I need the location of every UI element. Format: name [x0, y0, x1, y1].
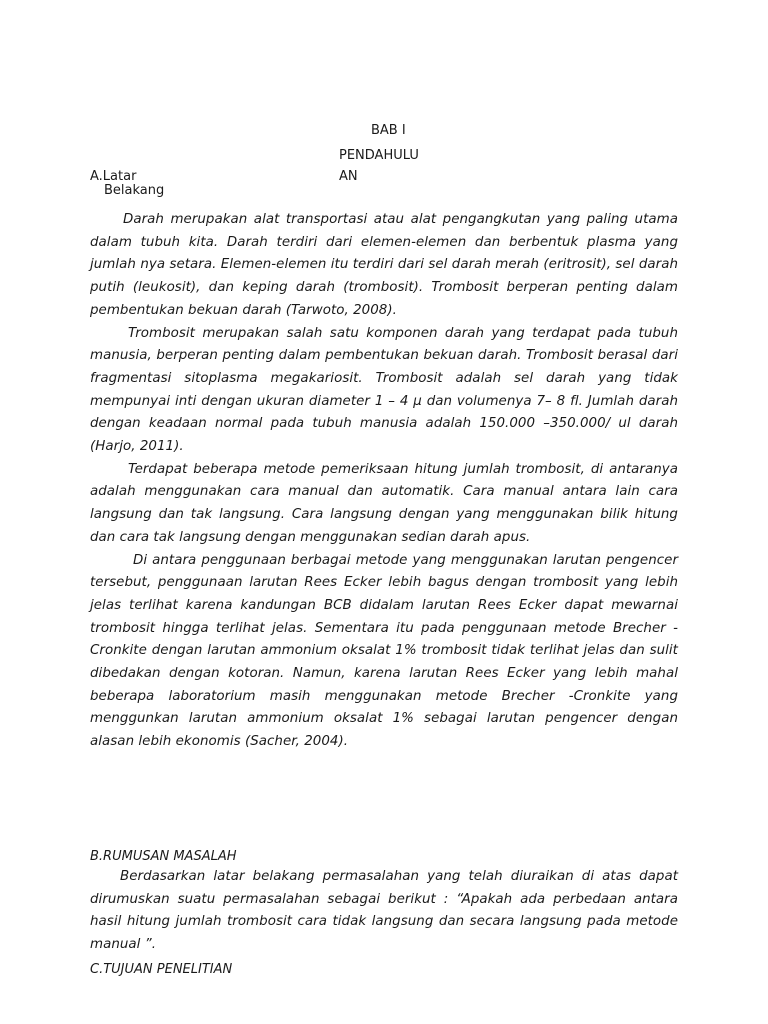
section-a-heading-part1: A.Latar: [90, 169, 137, 184]
section-b-heading: B.RUMUSAN MASALAH: [90, 849, 237, 864]
section-c-heading: C.TUJUAN PENELITIAN: [90, 962, 233, 977]
section-b-body: [90, 866, 678, 957]
chapter-title-part1: PENDAHULU: [339, 148, 419, 163]
chapter-title-part2: AN: [339, 169, 358, 184]
paragraph: Berdasarkan latar belakang permasalahan yang telah diuraikan di atas dapat dirumuskan suatu permasalahan sebagai berikut : “Apakah ada perbedaan antara hasil hitung jumlah trombosit cara tidak langsung dan secara langsung pada metode manual ”.: [90, 869, 678, 953]
paragraph: Trombosit merupakan salah satu komponen darah yang terdapat pada tubuh manusia, berperan penting dalam pembentukan bekuan darah. Trombosit berasal dari fragmentasi sitoplasma megakariosit. Trombosit adalah sel darah yang tidak mempunyai inti dengan ukuran diameter 1 – 4 µ dan volumenya 7– 8 fl. Jumlah darah dengan keadaan normal pada tubuh manusia adalah 150.000 –350.000/ ul darah (Harjo, 2011).: [90, 325, 678, 455]
section-a-heading-part2: Belakang: [104, 183, 165, 198]
paragraph: Darah merupakan alat transportasi atau alat pengangkutan yang paling utama dalam tubuh kita. Darah terdiri dari elemen-elemen dan berbentuk plasma yang jumlah nya setara. Elemen-elemen itu terdiri dari sel darah merah (eritrosit), sel darah putih (leukosit), dan keping darah (trombosit). Trombosit berperan penting dalam pembentukan bekuan darah (Tarwoto, 2008).: [90, 212, 678, 318]
paragraph: Di antara penggunaan berbagai metode yang menggunakan larutan pengencer tersebut, penggunaan larutan Rees Ecker lebih bagus dengan trombosit yang lebih jelas terlihat karena kandungan BCB didalam larutan Rees Ecker dapat mewarnai trombosit hingga terlihat jelas. Sementara itu pada penggunaan metode Brecher - Cronkite dengan larutan ammonium oksalat 1% trombosit tidak terlihat jelas dan sulit dibedakan dengan kotoran. Namun, karena larutan Rees Ecker yang lebih mahal beberapa laboratorium masih menggunakan metode Brecher -Cronkite yang menggunkan larutan ammonium oksalat 1% sebagai larutan pengencer dengan alasan lebih ekonomis (Sacher, 2004).: [90, 552, 678, 750]
paragraph: Terdapat beberapa metode pemeriksaan hitung jumlah trombosit, di antaranya adalah menggunakan cara manual dan automatik. Cara manual antara lain cara langsung dan tak langsung. Cara langsung dengan yang menggunakan bilik hitung dan cara tak langsung dengan menggunakan sedian darah apus.: [90, 461, 678, 545]
section-a-body: [90, 209, 678, 754]
chapter-number: BAB I: [371, 123, 406, 138]
